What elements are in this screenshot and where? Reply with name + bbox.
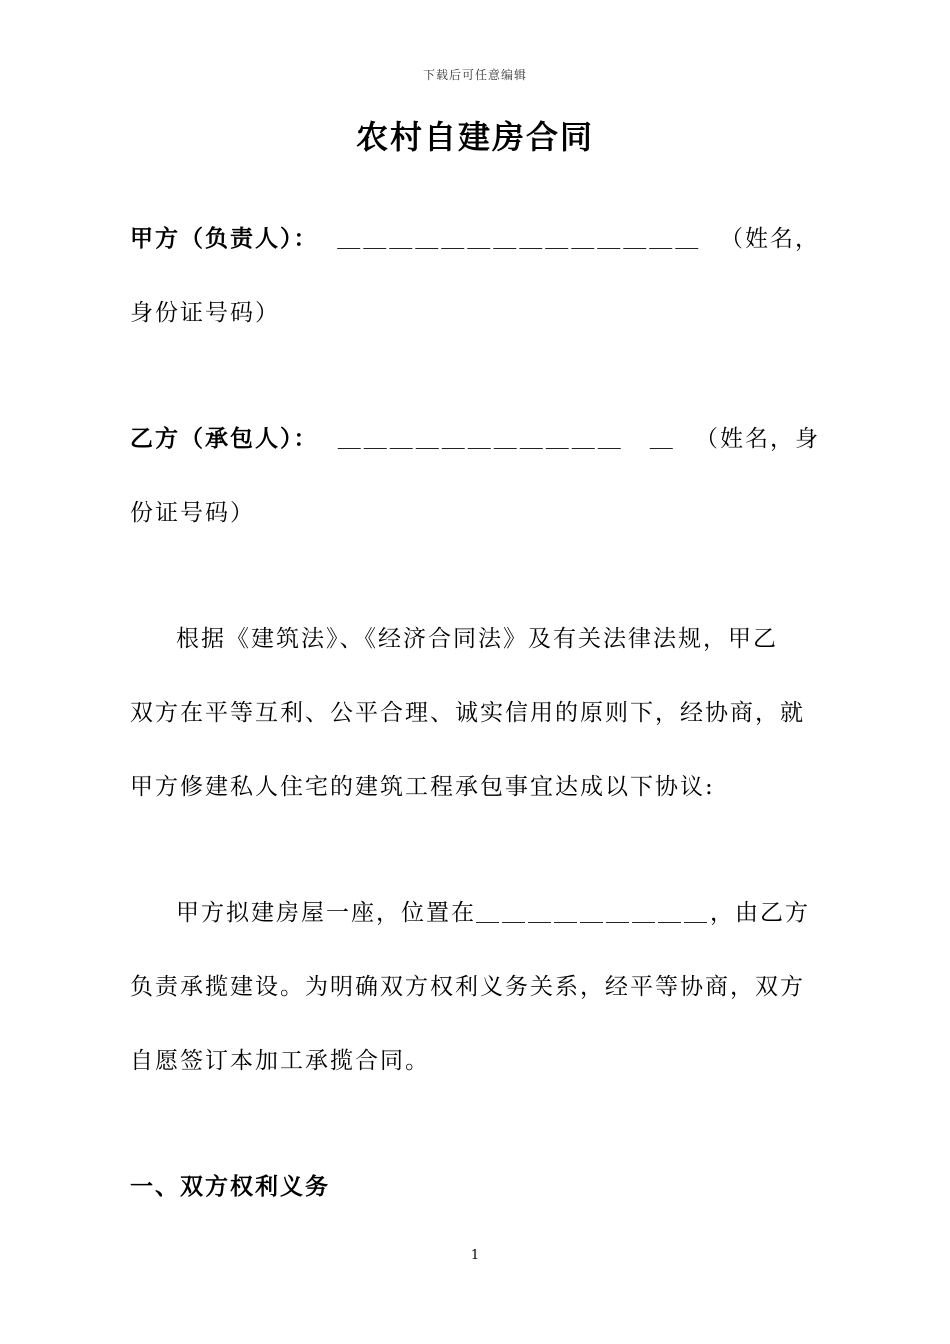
party-a-line (130, 222, 820, 256)
party-b-note-continued: 份证号码） (130, 500, 255, 526)
party-b-label: 乙方（承包人）： (130, 426, 319, 452)
section-1-heading: 一、双方权利义务 (130, 1174, 330, 1200)
paragraph-2-prefix: 甲方拟建房屋一座，位置在 (176, 900, 476, 926)
paragraph-1-line-2: 双方在平等互利、公平合理、诚实信用的原则下，经协商，就 (130, 700, 805, 726)
paragraph-2-line-3: 自愿签订本加工承揽合同。 (130, 1048, 430, 1074)
paragraph-2-line-1 (130, 896, 866, 930)
page-number: 1 (470, 1248, 480, 1263)
party-a-blank: ＿＿＿＿＿＿＿＿＿＿＿＿＿＿ (337, 226, 702, 252)
party-a-note-continued: 身份证号码） (130, 300, 280, 326)
paragraph-1-line-3: 甲方修建私人住宅的建筑工程承包事宜达成以下协议: (130, 774, 715, 800)
document-title: 农村自建房合同 (355, 118, 594, 156)
header-note: 下载后可任意编辑 (422, 68, 527, 82)
paragraph-2-suffix: ，由乙方 (710, 900, 810, 926)
paragraph-1-line-1: 根据《建筑法》、《经济合同法》及有关法律法规，甲乙 (176, 626, 778, 652)
party-a-label: 甲方（负责人）： (130, 226, 319, 252)
party-b-line (130, 422, 820, 456)
party-b-note: （姓名，身 (695, 426, 820, 452)
location-blank: ＿＿＿＿＿＿＿＿＿ (476, 900, 710, 926)
party-b-blank: ＿＿＿＿＿＿＿＿＿＿＿ ＿ (337, 426, 676, 452)
party-a-note: （姓名， (720, 226, 820, 252)
paragraph-2-line-2: 负责承揽建设。为明确双方权利义务关系，经平等协商，双方 (130, 974, 805, 1000)
